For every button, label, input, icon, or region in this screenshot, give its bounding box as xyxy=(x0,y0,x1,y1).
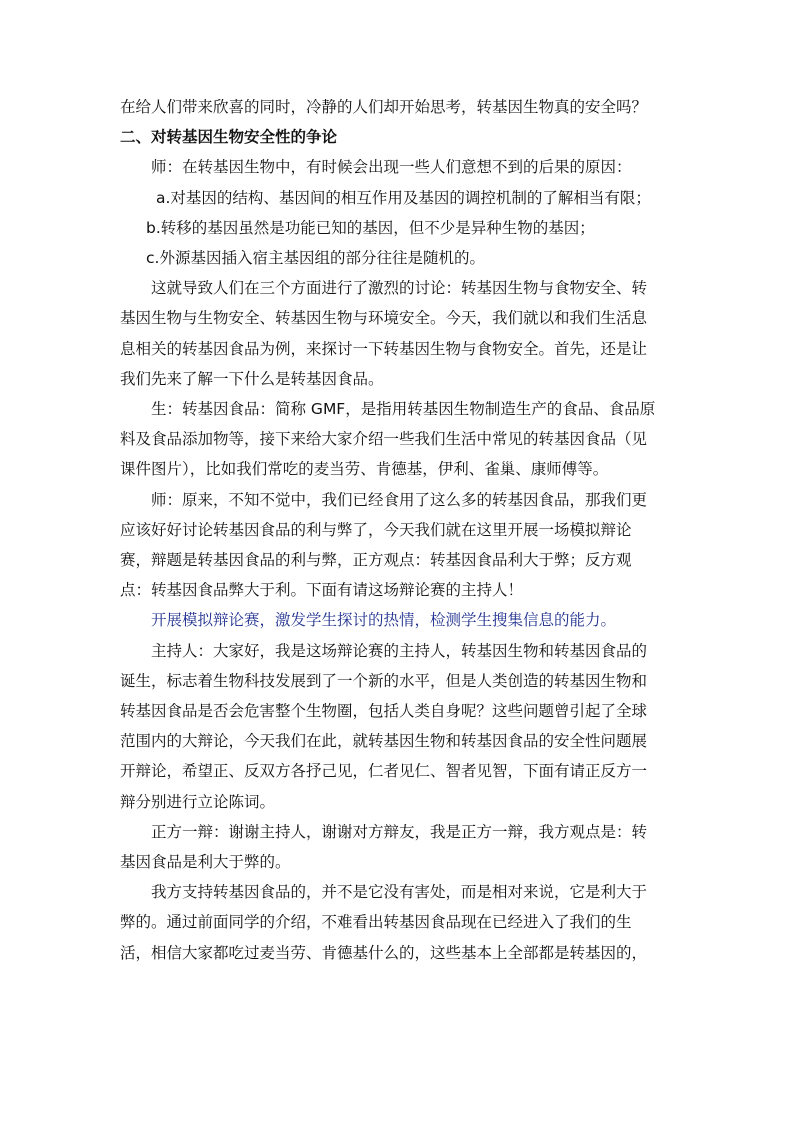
teaching-note: 开展模拟辩论赛，激发学生探讨的热情，检测学生搜集信息的能力。 xyxy=(151,611,617,630)
paragraph-line: 转基因食品是否会危害整个生物圈，包括人类自身呢？这些问题曾引起了全球 xyxy=(120,702,648,721)
paragraph-line: 活，相信大家都吃过麦当劳、肯德基什么的，这些基本上全部都是转基因的， xyxy=(120,943,648,962)
paragraph-line: 辩分别进行立论陈词。 xyxy=(120,792,276,811)
paragraph-line: 范围内的大辩论，今天我们在此，就转基因生物和转基因食品的安全性问题展 xyxy=(120,732,648,751)
paragraph-line: 在给人们带来欣喜的同时，冷静的人们却开始思考，转基因生物真的安全吗？ xyxy=(120,98,648,116)
paragraph-line: 应该好好讨论转基因食品的利与弊了，今天我们就在这里开展一场模拟辩论 xyxy=(120,520,632,539)
paragraph-line: 我方支持转基因食品的，并不是它没有害处，而是相对来说，它是利大于 xyxy=(151,883,648,902)
section-heading: 二、对转基因生物安全性的争论 xyxy=(120,128,338,147)
paragraph-line: 料及食品添加物等，接下来给大家介绍一些我们生活中常见的转基因食品（见 xyxy=(120,430,648,449)
paragraph-line: 点：转基因食品弊大于利。下面有请这场辩论赛的主持人！ xyxy=(120,581,524,600)
list-item-b: b.转移的基因虽然是功能已知的基因，但不少是异种生物的基因； xyxy=(146,218,595,237)
document-body xyxy=(120,92,678,968)
paragraph-line: 赛，辩题是转基因食品的利与弊，正方观点：转基因食品利大于弊；反方观 xyxy=(120,551,632,570)
paragraph-line: 这就导致人们在三个方面进行了激烈的讨论：转基因生物与食物安全、转 xyxy=(151,279,648,298)
paragraph-line: 正方一辩：谢谢主持人，谢谢对方辩友，我是正方一辩，我方观点是：转 xyxy=(151,822,648,841)
paragraph-line: 生：转基因食品：简称 GMF，是指用转基因生物制造生产的食品、食品原 xyxy=(151,400,656,419)
list-item-a: a.对基因的结构、基因间的相互作用及基因的调控机制的了解相当有限； xyxy=(156,188,651,207)
paragraph-line: 弊的。通过前面同学的介绍，不难看出转基因食品现在已经进入了我们的生 xyxy=(120,913,632,932)
paragraph-line: 开辩论，希望正、反双方各抒己见，仁者见仁、智者见智，下面有请正反方一 xyxy=(120,762,648,781)
paragraph-line: 息相关的转基因食品为例，来探讨一下转基因生物与食物安全。首先，还是让 xyxy=(120,339,648,358)
paragraph-line: 师：原来，不知不觉中，我们已经食用了这么多的转基因食品，那我们更 xyxy=(151,490,648,509)
paragraph-line: 基因食品是利大于弊的。 xyxy=(120,853,291,872)
paragraph-line: 主持人：大家好，我是这场辩论赛的主持人，转基因生物和转基因食品的 xyxy=(151,641,648,660)
list-item-c: c.外源基因插入宿主基因组的部分往往是随机的。 xyxy=(146,249,485,268)
paragraph-line: 课件图片），比如我们常吃的麦当劳、肯德基，伊利、雀巢、康师傅等。 xyxy=(120,460,609,479)
paragraph-line: 诞生，标志着生物科技发展到了一个新的水平，但是人类创造的转基因生物和 xyxy=(120,671,648,690)
paragraph-line: 我们先来了解一下什么是转基因食品。 xyxy=(120,369,384,388)
paragraph-line: 基因生物与生物安全、转基因生物与环境安全。今天，我们就以和我们生活息 xyxy=(120,309,648,328)
paragraph-line: 师：在转基因生物中，有时候会出现一些人们意想不到的后果的原因： xyxy=(151,158,632,177)
